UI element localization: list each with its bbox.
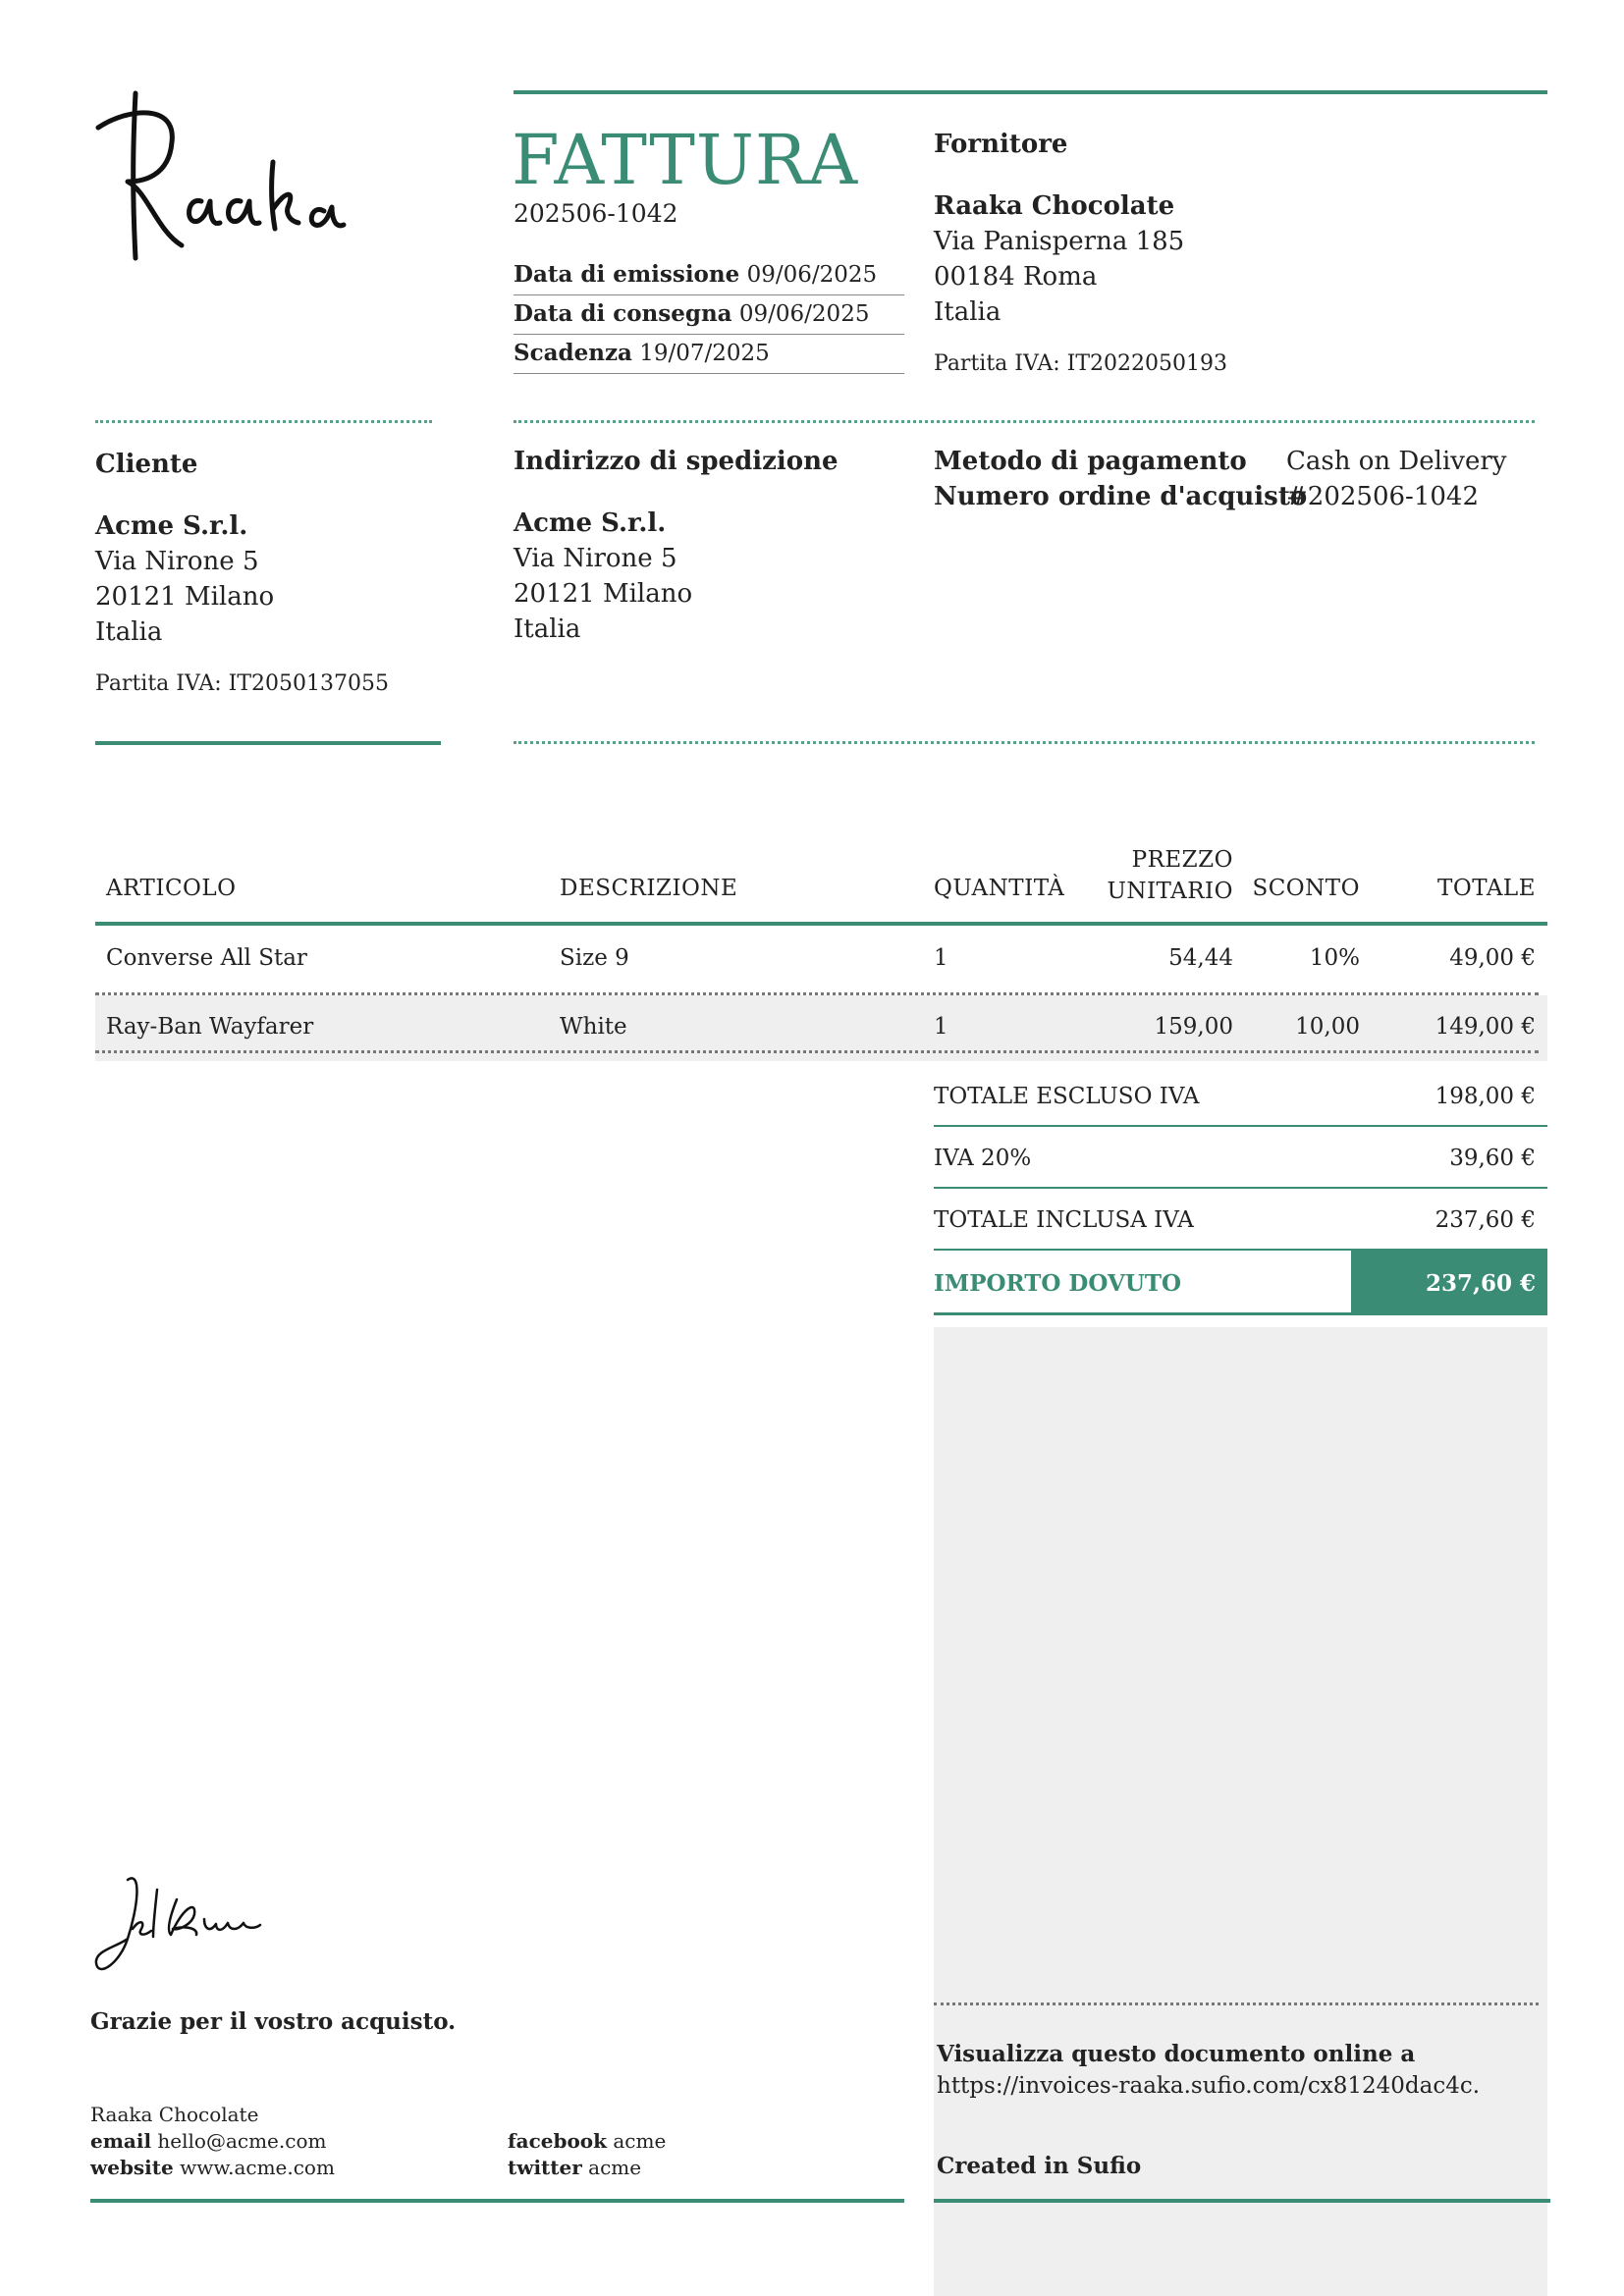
table-row: [95, 926, 1547, 992]
issue-date-value: 09/06/2025: [746, 262, 878, 288]
order-number-value: #202506-1042: [1286, 482, 1479, 511]
supplier-city: 00184 Roma: [934, 262, 1098, 292]
client-city: 20121 Milano: [95, 582, 275, 612]
delivery-date-value: 09/06/2025: [738, 301, 870, 327]
due-date-row: [514, 340, 904, 374]
footer-left: [90, 2102, 335, 2181]
footer-website-label: website: [90, 2156, 174, 2179]
order-number-label: Numero ordine d'acquisto: [934, 482, 1308, 511]
footer-facebook-value[interactable]: acme: [613, 2129, 667, 2153]
col-total-header: TOTALE: [1437, 876, 1536, 901]
client-street: Via Nirone 5: [95, 547, 259, 576]
supplier-vat: Partita IVA: IT2022050193: [934, 351, 1227, 376]
shipping-heading: Indirizzo di spedizione: [514, 447, 839, 476]
payment-method-label: Metodo di pagamento: [934, 447, 1247, 476]
signature: [88, 1870, 265, 1978]
summary-panel-background: [934, 1327, 1547, 2296]
shipping-bottom-separator: [514, 741, 1535, 744]
vat-label: IVA 20%: [934, 1146, 1032, 1171]
payment-method-value: Cash on Delivery: [1286, 447, 1507, 476]
row-total: 149,00 €: [1435, 1014, 1536, 1040]
footer-email-label: email: [90, 2129, 152, 2153]
vat-value: 39,60 €: [1449, 1146, 1536, 1171]
client-vat: Partita IVA: IT2050137055: [95, 671, 389, 696]
header-top-rule: [514, 90, 1547, 94]
raaka-logo: [88, 83, 353, 270]
shipping-street: Via Nirone 5: [514, 544, 677, 573]
row-unit-price: 159,00: [1154, 1014, 1233, 1040]
delivery-date-row: [514, 300, 904, 335]
shipping-address: [514, 506, 692, 647]
shipping-city: 20121 Milano: [514, 579, 693, 609]
footer-social: [508, 2128, 666, 2181]
online-separator: [934, 2002, 1539, 2005]
invoice-number: 202506-1042: [514, 199, 678, 228]
client-name: Acme S.r.l.: [95, 511, 248, 541]
footer-company: Raaka Chocolate: [90, 2103, 259, 2126]
created-in-sufio: Created in Sufio: [937, 2153, 1142, 2179]
client-bottom-rule: [95, 741, 441, 745]
issue-date-row: [514, 261, 904, 295]
subtotal-rule: [934, 1125, 1547, 1127]
supplier-address: [934, 188, 1184, 330]
footer-twitter-label: twitter: [508, 2156, 582, 2179]
vat-rule: [934, 1187, 1547, 1189]
row-quantity: 1: [934, 945, 948, 971]
row-total: 49,00 €: [1449, 945, 1536, 971]
row-article: Ray-Ban Wayfarer: [106, 1014, 314, 1040]
col-article-header: ARTICOLO: [106, 876, 237, 901]
footer-twitter-value[interactable]: acme: [588, 2156, 642, 2179]
invoice-title: FATTURA: [512, 120, 859, 200]
client-country: Italia: [95, 617, 163, 647]
shipping-country: Italia: [514, 614, 581, 644]
client-heading: Cliente: [95, 450, 198, 479]
row-description: White: [560, 1014, 627, 1040]
issue-date-label: Data di emissione: [514, 261, 740, 288]
col-unit-price-header: [1080, 844, 1233, 907]
amount-due-row: [934, 1251, 1547, 1312]
supplier-name: Raaka Chocolate: [934, 191, 1175, 221]
row-description: Size 9: [560, 945, 629, 971]
supplier-street: Via Panisperna 185: [934, 227, 1185, 256]
due-date-value: 19/07/2025: [639, 341, 770, 366]
amount-due-label: IMPORTO DOVUTO: [934, 1270, 1182, 1297]
due-date-label: Scadenza: [514, 340, 632, 366]
col-quantity-header: QUANTITÀ: [934, 876, 1065, 901]
row-article: Converse All Star: [106, 945, 307, 971]
footer-email-value[interactable]: hello@acme.com: [157, 2129, 327, 2153]
footer-email: [90, 2128, 335, 2155]
row-quantity: 1: [934, 1014, 948, 1040]
footer-bottom-rule: [90, 2199, 904, 2203]
footer-website-value[interactable]: www.acme.com: [180, 2156, 335, 2179]
subtotal-value: 198,00 €: [1435, 1084, 1536, 1109]
footer-twitter: [508, 2155, 666, 2181]
col-unit-price-header-line2: UNITARIO: [1107, 879, 1233, 904]
amount-due-rule: [934, 1312, 1547, 1315]
total-incl-vat-value: 237,60 €: [1435, 1207, 1536, 1233]
separator-left: [95, 420, 432, 423]
row-discount: 10%: [1309, 945, 1360, 971]
footer-facebook-label: facebook: [508, 2129, 607, 2153]
footer-website: [90, 2155, 335, 2181]
col-unit-price-header-line1: PREZZO: [1131, 847, 1233, 873]
col-description-header: DESCRIZIONE: [560, 876, 738, 901]
row-discount: 10,00: [1295, 1014, 1360, 1040]
amount-due-value: 237,60 €: [1425, 1270, 1536, 1297]
shipping-name: Acme S.r.l.: [514, 508, 667, 538]
separator-right: [514, 420, 1535, 423]
online-url[interactable]: https://invoices-raaka.sufio.com/cx81240dac4c.: [937, 2073, 1481, 2099]
delivery-date-label: Data di consegna: [514, 300, 732, 327]
online-label: Visualizza questo documento online a: [937, 2041, 1416, 2067]
supplier-country: Italia: [934, 297, 1001, 327]
footer-facebook: [508, 2128, 666, 2155]
supplier-heading: Fornitore: [934, 130, 1068, 159]
total-incl-vat-label: TOTALE INCLUSA IVA: [934, 1207, 1194, 1233]
row-unit-price: 54,44: [1168, 945, 1233, 971]
thank-you-text: Grazie per il vostro acquisto.: [90, 2008, 457, 2035]
subtotal-label: TOTALE ESCLUSO IVA: [934, 1084, 1200, 1109]
online-bottom-rule: [934, 2199, 1550, 2203]
client-address: [95, 508, 274, 650]
col-discount-header: SCONTO: [1252, 876, 1360, 901]
row-separator: [95, 1050, 1539, 1053]
